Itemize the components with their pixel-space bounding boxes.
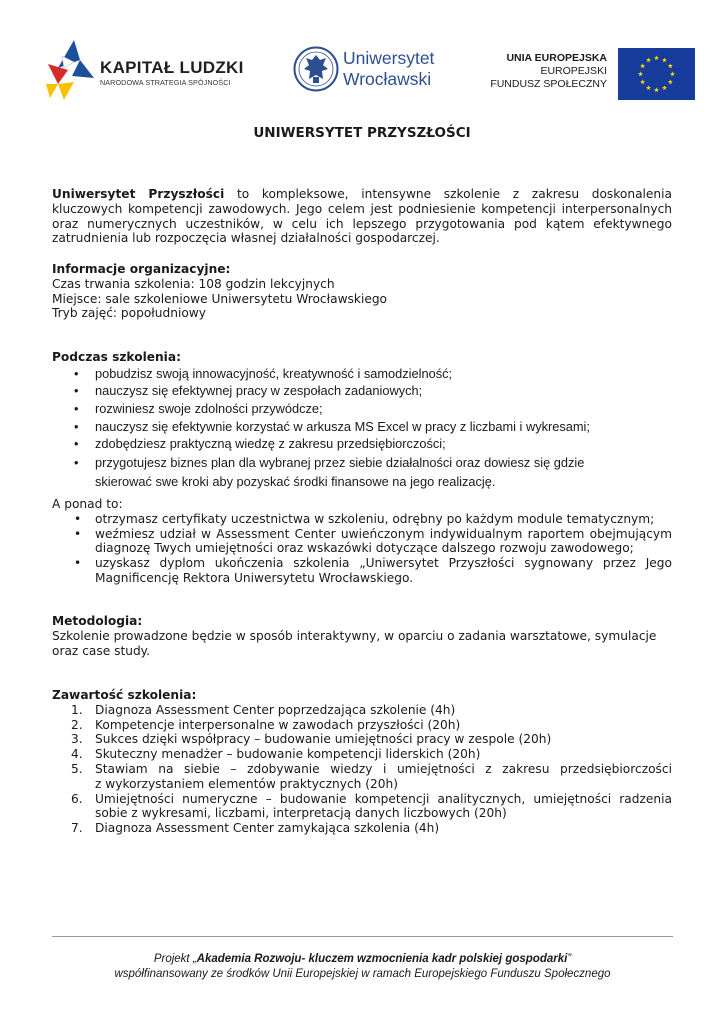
list-item-line-2: sobie z wykresami, liczbami, interpretacją danych liczbowych (20h) bbox=[95, 806, 507, 821]
university-name-line1: Uniwersytet bbox=[343, 48, 435, 68]
eu-stars-icon bbox=[618, 48, 695, 100]
method-line-2: oraz case study. bbox=[52, 643, 151, 658]
list-item-number: 3. bbox=[71, 732, 83, 747]
org-info-place: Miejsce: sale szkoleniowe Uniwersytetu Wrocławskiego bbox=[52, 291, 388, 306]
list-item-text: Kompetencje interpersonalne w zawodach przyszłości (20h) bbox=[95, 717, 461, 732]
eu-text-line3: FUNDUSZ SPOŁECZNY bbox=[490, 78, 607, 90]
list-item-line-1: Stawiam na siebie – zdobywanie wiedzy i umiejętności z zakresu przedsiębiorczości bbox=[95, 761, 672, 776]
eu-flag-icon bbox=[618, 48, 695, 100]
eu-logo bbox=[490, 48, 695, 102]
list-item: • nauczysz się efektywnej pracy w zespołach zadaniowych; bbox=[52, 382, 672, 400]
university-name bbox=[343, 48, 434, 90]
footer-prefix: Projekt „ bbox=[153, 953, 197, 965]
list-item bbox=[52, 732, 672, 747]
eu-star-icon bbox=[640, 63, 645, 68]
eu-star-icon bbox=[670, 71, 675, 76]
eu-star-icon bbox=[654, 87, 659, 92]
contents-list bbox=[52, 703, 672, 836]
intro-line-3: oraz numerycznych uczestników, w celu ich lepszego przygotowania pod kątem efektywnego bbox=[52, 216, 672, 231]
extra-list bbox=[52, 512, 672, 586]
list-item-line-1: Umiejętności numeryczne – budowanie kompetencji analitycznych, umiejętności radzenia bbox=[95, 791, 672, 806]
extra-section bbox=[52, 497, 672, 586]
list-item: • otrzymasz certyfikaty uczestnictwa w szkoleniu, odrębny po każdym module tematycznym; bbox=[52, 512, 672, 527]
list-item-text: Skuteczny menadżer – budowanie kompetencji liderskich (20h) bbox=[95, 747, 481, 762]
eu-star-icon bbox=[654, 55, 659, 60]
org-info-duration: Czas trwania szkolenia: 108 godzin lekcyjnych bbox=[52, 276, 335, 291]
list-item-number: 4. bbox=[71, 747, 83, 762]
eu-text bbox=[490, 52, 607, 91]
list-item bbox=[52, 747, 672, 762]
method-heading: Metodologia: bbox=[52, 614, 143, 628]
intro-paragraph bbox=[52, 187, 672, 246]
list-item bbox=[52, 527, 672, 557]
eu-star-icon bbox=[662, 85, 667, 90]
org-info-section bbox=[52, 262, 672, 321]
extra-heading: A ponad to: bbox=[52, 497, 123, 511]
org-info-heading: Informacje organizacyjne: bbox=[52, 262, 231, 276]
eu-star-icon bbox=[662, 58, 667, 63]
university-seal-icon bbox=[293, 44, 339, 94]
kapital-ludzki-star-icon bbox=[44, 38, 96, 102]
eu-star-icon bbox=[646, 58, 651, 63]
footer-suffix: ” bbox=[567, 953, 572, 965]
list-item-text: Diagnoza Assessment Center poprzedzająca szkolenie (4h) bbox=[95, 702, 456, 717]
list-item-line-2: skierować swe kroki aby pozyskać środki finansowe na jego realizację. bbox=[95, 473, 496, 489]
list-item bbox=[52, 821, 672, 836]
intro-line-4: zatrudnienia lub rozpoczęcia własnej działalności gospodarczej. bbox=[52, 231, 440, 246]
footer-line-2: współfinansowany ze środków Unii Europejskiej w ramach Europejskiego Funduszu Społecznego bbox=[114, 968, 611, 980]
list-item-line-2: z wykorzystaniem elementów praktycznych (20h) bbox=[95, 776, 398, 791]
kapital-ludzki-subtitle: NARODOWA STRATEGIA SPÓJNOŚCI bbox=[100, 78, 231, 87]
list-item-number: 7. bbox=[71, 821, 83, 836]
eu-star-icon bbox=[638, 71, 643, 76]
list-item bbox=[52, 762, 672, 792]
list-item: • zdobędziesz praktyczną wiedzę z zakresu przedsiębiorczości; bbox=[52, 435, 672, 453]
list-item-text: Sukces dzięki współpracy – budowanie umiejętności pracy w zespole (20h) bbox=[95, 732, 552, 747]
uniwersytet-wroclawski-logo bbox=[293, 44, 443, 96]
intro-bold-term: Uniwersytet Przyszłości bbox=[52, 187, 225, 201]
eu-text-line2: EUROPEJSKI bbox=[540, 65, 607, 77]
list-item bbox=[52, 792, 672, 822]
kapital-ludzki-logo bbox=[44, 38, 244, 102]
page-title: UNIWERSYTET PRZYSZŁOŚCI bbox=[253, 125, 471, 141]
kapital-ludzki-title: KAPITAŁ LUDZKI bbox=[100, 58, 244, 77]
list-item bbox=[52, 703, 672, 718]
list-item: • pobudzisz swoją innowacyjność, kreatywność i samodzielność; bbox=[52, 365, 672, 383]
footer-project-name: Akademia Rozwoju- kluczem wzmocnienia kadr polskiej gospodarki bbox=[196, 953, 568, 965]
list-item-line-1: • weźmiesz udział w Assessment Center uwieńczonym indywidualnym raportem obejmującym bbox=[95, 526, 672, 541]
intro-line-1 bbox=[52, 187, 672, 202]
list-item-line-1: • przygotujesz biznes plan dla wybranej przez siebie działalności oraz dowiesz się gdzie bbox=[95, 454, 585, 470]
eu-star-icon bbox=[668, 79, 673, 84]
method-line-1: Szkolenie prowadzone będzie w sposób interaktywny, w oparciu o zadania warsztatowe, symulacje bbox=[52, 628, 657, 643]
during-section bbox=[52, 350, 672, 491]
eu-star-icon bbox=[668, 63, 673, 68]
list-item-line-2: Magnificencję Rektora Uniwersytetu Wrocławskiego. bbox=[95, 570, 414, 585]
list-item bbox=[52, 556, 672, 586]
list-item-number: 2. bbox=[71, 717, 83, 732]
list-item-number: 6. bbox=[71, 791, 83, 806]
list-item bbox=[52, 453, 672, 491]
list-item-number: 1. bbox=[71, 702, 83, 717]
method-section bbox=[52, 614, 672, 658]
eu-star-icon bbox=[646, 85, 651, 90]
list-item bbox=[52, 718, 672, 733]
list-item-number: 5. bbox=[71, 761, 83, 776]
footer-line-1 bbox=[52, 953, 673, 965]
footer-divider bbox=[52, 936, 673, 937]
intro-line-2: kluczowych kompetencji zawodowych. Jego celem jest podniesienie kompetencji interpersonalnych bbox=[52, 201, 672, 216]
org-info-mode: Tryb zajęć: popołudniowy bbox=[52, 306, 206, 321]
during-list bbox=[52, 365, 672, 491]
university-name-line2: Wrocławski bbox=[343, 69, 432, 89]
eu-text-line1: UNIA EUROPEJSKA bbox=[506, 52, 607, 64]
during-heading: Podczas szkolenia: bbox=[52, 350, 181, 364]
list-item-line-1: • uzyskasz dyplom ukończenia szkolenia „Uniwersytet Przyszłości sygnowany przez Jego bbox=[95, 556, 672, 571]
list-item: • rozwiniesz swoje zdolności przywódcze; bbox=[52, 400, 672, 418]
eu-star-icon bbox=[640, 79, 645, 84]
list-item-line-2: diagnozę Twych umiejętności oraz wskazówki dotyczące dalszego rozwoju zawodowego; bbox=[95, 541, 634, 556]
list-item-text: Diagnoza Assessment Center zamykająca szkolenia (4h) bbox=[95, 821, 440, 836]
contents-heading: Zawartość szkolenia: bbox=[52, 688, 197, 702]
list-item: • nauczysz się efektywnie korzystać w arkusza MS Excel w pracy z liczbami i wykresami; bbox=[52, 418, 672, 436]
contents-section bbox=[52, 688, 672, 836]
intro-line-1-text: to kompleksowe, intensywne szkolenie z zakresu doskonalenia bbox=[236, 187, 672, 201]
